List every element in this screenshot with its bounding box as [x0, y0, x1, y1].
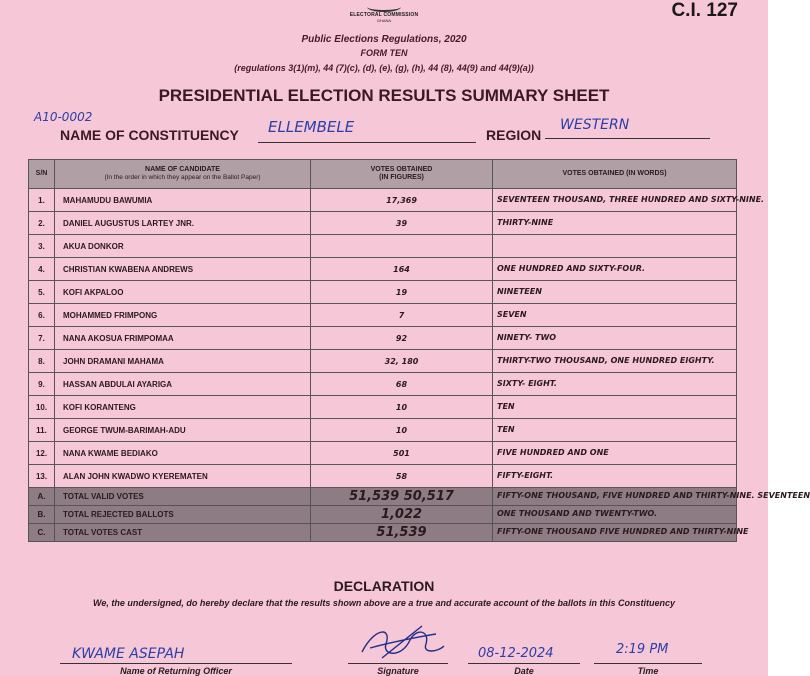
figures-header-label: VOTES OBTAINED [370, 165, 433, 173]
table-row [29, 235, 737, 258]
votes-figures: 17,369 [311, 189, 493, 212]
sn-header: S/N [29, 160, 55, 189]
row-sn: 5. [29, 281, 55, 304]
total-words: FIFTY-ONE THOUSAND FIVE HUNDRED AND THIRTY-NINE [493, 524, 737, 542]
votes-words: THIRTY-NINE [493, 212, 737, 235]
candidate-name: HASSAN ABDULAI AYARIGA [55, 373, 311, 396]
date-caption: Date [514, 666, 534, 676]
candidate-name: MOHAMMED FRIMPONG [55, 304, 311, 327]
country-name: GHANA [376, 18, 392, 23]
candidate-name: KOFI KORANTENG [55, 396, 311, 419]
row-sn: 8. [29, 350, 55, 373]
table-row [29, 396, 737, 419]
coat-of-arms-icon [367, 2, 401, 12]
row-sn: 7. [29, 327, 55, 350]
votes-figures: 164 [311, 258, 493, 281]
candidate-name: KOFI AKPALOO [55, 281, 311, 304]
candidate-name: ALAN JOHN KWADWO KYEREMATEN [55, 465, 311, 488]
signature-scribble-icon [352, 618, 448, 664]
row-sn: 1. [29, 189, 55, 212]
votes-words [493, 235, 737, 258]
total-figures: 51,539 [311, 524, 493, 542]
candidate-name: CHRISTIAN KWABENA ANDREWS [55, 258, 311, 281]
table-row [29, 465, 737, 488]
total-label: TOTAL VOTES CAST [55, 524, 311, 542]
row-sn: 3. [29, 235, 55, 258]
table-row [29, 281, 737, 304]
row-sn: 13. [29, 465, 55, 488]
regulations-title: Public Elections Regulations, 2020 [301, 34, 467, 45]
row-sn: 12. [29, 442, 55, 465]
total-figures: 51,539 50,517 [311, 488, 493, 506]
total-figures: 1,022 [311, 506, 493, 524]
row-sn: 11. [29, 419, 55, 442]
region-label: REGION [486, 127, 542, 143]
votes-words: TEN [493, 396, 737, 419]
total-row [29, 524, 737, 542]
votes-words: FIVE HUNDRED AND ONE [493, 442, 737, 465]
table-row [29, 350, 737, 373]
date-value: 08-12-2024 [478, 646, 554, 661]
words-header: VOTES OBTAINED (IN WORDS) [493, 160, 737, 189]
votes-figures: 7 [311, 304, 493, 327]
page-title: PRESIDENTIAL ELECTION RESULTS SUMMARY SHEET [158, 86, 610, 105]
commission-name: ELECTORAL COMMISSION [349, 12, 419, 18]
constituency-code: A10-0002 [34, 110, 93, 124]
total-label: TOTAL REJECTED BALLOTS [55, 506, 311, 524]
votes-figures: 10 [311, 396, 493, 419]
constituency-value: ELLEMBELE [268, 118, 355, 136]
figures-header-note: (IN FIGURES) [379, 174, 424, 181]
candidate-name: JOHN DRAMANI MAHAMA [55, 350, 311, 373]
table-header-row [29, 160, 737, 189]
votes-words: SIXTY- EIGHT. [493, 373, 737, 396]
candidate-name: AKUA DONKOR [55, 235, 311, 258]
votes-figures: 501 [311, 442, 493, 465]
table-row [29, 212, 737, 235]
votes-figures: 92 [311, 327, 493, 350]
votes-words: NINETEEN [493, 281, 737, 304]
votes-figures [311, 235, 493, 258]
regulations-reference: (regulations 3(1)(m), 44 (7)(c), (d), (e), (g), (h), 44 (8), 44(9) and 44(9)(a)) [234, 63, 534, 73]
officer-name-caption: Name of Returning Officer [120, 666, 232, 676]
votes-figures: 32, 180 [311, 350, 493, 373]
votes-figures: 19 [311, 281, 493, 304]
votes-figures: 58 [311, 465, 493, 488]
constituency-underline [258, 142, 476, 143]
total-sn: A. [29, 488, 55, 506]
time-caption: Time [637, 666, 659, 676]
total-label: TOTAL VALID VOTES [55, 488, 311, 506]
form-name: FORM TEN [360, 48, 408, 58]
row-sn: 4. [29, 258, 55, 281]
region-value: WESTERN [560, 117, 630, 133]
votes-words: THIRTY-TWO THOUSAND, ONE HUNDRED EIGHTY. [493, 350, 737, 373]
candidate-header-note: (In the order in which they appear on the Ballot Paper) [104, 174, 261, 182]
constituency-label: NAME OF CONSTITUENCY [60, 127, 239, 143]
votes-words: FIFTY-EIGHT. [493, 465, 737, 488]
candidate-name: DANIEL AUGUSTUS LARTEY JNR. [55, 212, 311, 235]
time-line [594, 663, 702, 664]
officer-name-line [60, 663, 292, 664]
row-sn: 10. [29, 396, 55, 419]
electoral-commission-crest [336, 2, 432, 23]
votes-words: SEVEN [493, 304, 737, 327]
table-row [29, 373, 737, 396]
candidate-name: MAHAMUDU BAWUMIA [55, 189, 311, 212]
date-line [468, 663, 580, 664]
form-code: C.I. 127 [671, 0, 738, 21]
votes-words: NINETY- TWO [493, 327, 737, 350]
declaration-title: DECLARATION [333, 578, 435, 594]
results-table [28, 159, 810, 542]
candidate-name: GEORGE TWUM-BARIMAH-ADU [55, 419, 311, 442]
votes-figures: 39 [311, 212, 493, 235]
candidate-header-label: NAME OF CANDIDATE [145, 165, 220, 173]
total-words: FIFTY-ONE THOUSAND, FIVE HUNDRED AND THIRTY-NINE. SEVENTEEN [493, 488, 737, 506]
row-sn: 2. [29, 212, 55, 235]
total-row [29, 506, 737, 524]
total-words: ONE THOUSAND AND TWENTY-TWO. [493, 506, 737, 524]
total-row [29, 488, 737, 506]
candidate-header [55, 160, 311, 189]
figures-header [311, 160, 493, 189]
table-row [29, 304, 737, 327]
table-row [29, 258, 737, 281]
signature-caption: Signature [377, 666, 419, 676]
table-row [29, 442, 737, 465]
votes-figures: 68 [311, 373, 493, 396]
table-row [29, 327, 737, 350]
declaration-text: We, the undersigned, do hereby declare that the results shown above are a true and accurate account of the ballots in this Constituency [93, 598, 675, 608]
time-value: 2:19 PM [616, 642, 669, 657]
votes-figures: 10 [311, 419, 493, 442]
officer-name: KWAME ASEPAH [72, 646, 185, 662]
row-sn: 6. [29, 304, 55, 327]
region-underline [545, 138, 710, 139]
votes-words: ONE HUNDRED AND SIXTY-FOUR. [493, 258, 737, 281]
candidate-name: NANA AKOSUA FRIMPOMAA [55, 327, 311, 350]
total-sn: C. [29, 524, 55, 542]
row-sn: 9. [29, 373, 55, 396]
votes-words: TEN [493, 419, 737, 442]
table-row [29, 419, 737, 442]
candidate-name: NANA KWAME BEDIAKO [55, 442, 311, 465]
table-row [29, 189, 737, 212]
total-sn: B. [29, 506, 55, 524]
votes-words: SEVENTEEN THOUSAND, THREE HUNDRED AND SIXTY-NINE. [493, 189, 737, 212]
